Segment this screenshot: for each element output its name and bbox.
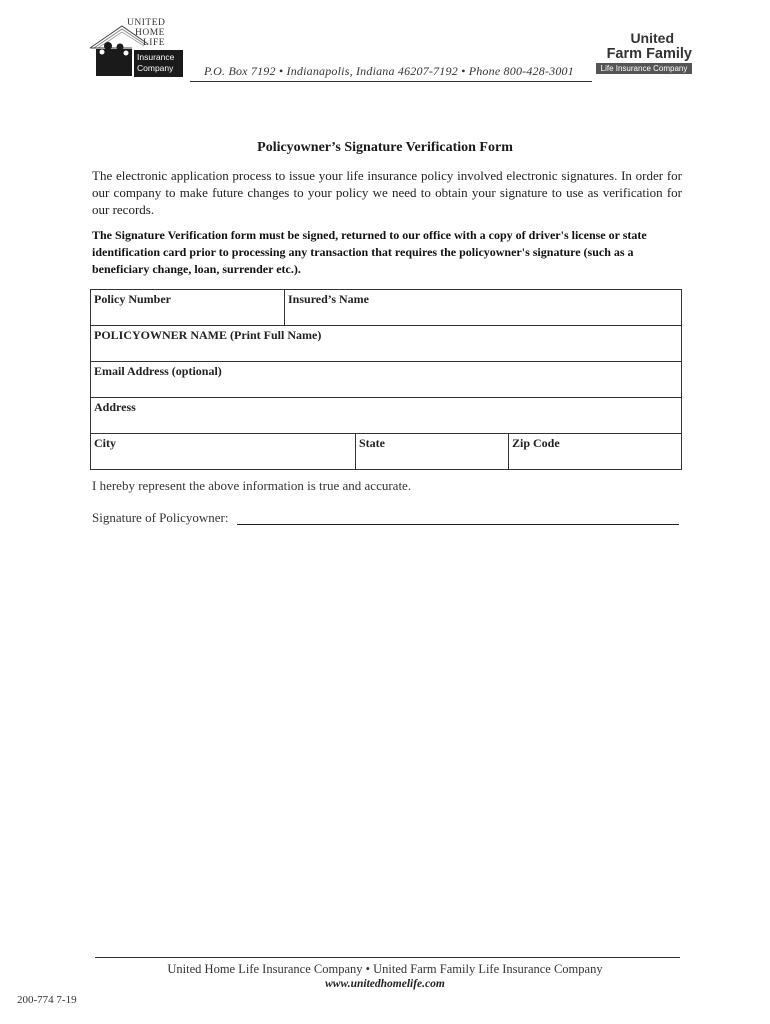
notice-paragraph: The Signature Verification form must be signed, returned to our office with a copy of driver's license or state identification card prior to processing any transaction that requires the policyowner's signature (such as a beneficiary change, loan, surrender etc.). [92,228,647,276]
table-row [91,362,682,398]
signature-label: Signature of Policyowner: [92,510,229,525]
policy-number-field[interactable] [91,290,285,326]
uhl-logo-box [134,50,183,77]
table-row [91,290,682,326]
table-row [91,326,682,362]
uhl-logo-text [127,18,165,48]
policyowner-name-field[interactable] [91,326,682,362]
policy-info-table [90,289,682,470]
intro-paragraph: The electronic application process to issue your life insurance policy involved electronic signatures. In order for our company to make future changes to your policy we need to obtain your signature to use as verification for our records. [92,168,682,217]
uhl-logo-line2: HOME [135,28,165,38]
table-row [91,434,682,470]
city-field[interactable] [91,434,356,470]
uff-logo-line2: Farm Family [606,46,692,62]
uhl-box-line1: Insurance [137,52,175,62]
policyowner-name-label: POLICYOWNER NAME (Print Full Name) [94,328,322,342]
footer-divider [95,957,680,958]
footer-companies: United Home Life Insurance Company • United Farm Family Life Insurance Company [167,962,603,976]
uff-logo-line1: United [630,30,674,46]
footer-website-link[interactable]: www.unitedhomelife.com [325,978,445,990]
uhl-box-line2: Company [137,63,174,73]
attestation-statement: I hereby represent the above information is true and accurate. [92,478,412,493]
email-label: Email Address (optional) [94,364,222,378]
uhl-logo-line3: LIFE [143,38,166,48]
policy-number-label: Policy Number [94,292,171,306]
uhl-logo-line1: UNITED [127,18,166,28]
email-field[interactable] [91,362,682,398]
form-title: Policyowner’s Signature Verification Form [257,140,513,155]
zip-code-field[interactable] [509,434,682,470]
address-field[interactable] [91,398,682,434]
city-label: City [94,436,116,450]
header-address: P.O. Box 7192 • Indianapolis, Indiana 46207-7192 • Phone 800-428-3001 [204,64,574,78]
header-divider [190,81,592,82]
insureds-name-label: Insured’s Name [288,292,370,306]
state-field[interactable] [356,434,509,470]
state-label: State [359,436,385,450]
united-farm-family-logo [596,30,692,74]
address-label: Address [94,400,136,414]
table-row [91,398,682,434]
zip-code-label: Zip Code [512,436,560,450]
uff-logo-tagline: Life Insurance Company [596,63,692,74]
signature-line[interactable] [237,524,679,525]
form-code: 200-774 7-19 [17,994,77,1006]
insureds-name-field[interactable] [285,290,682,326]
